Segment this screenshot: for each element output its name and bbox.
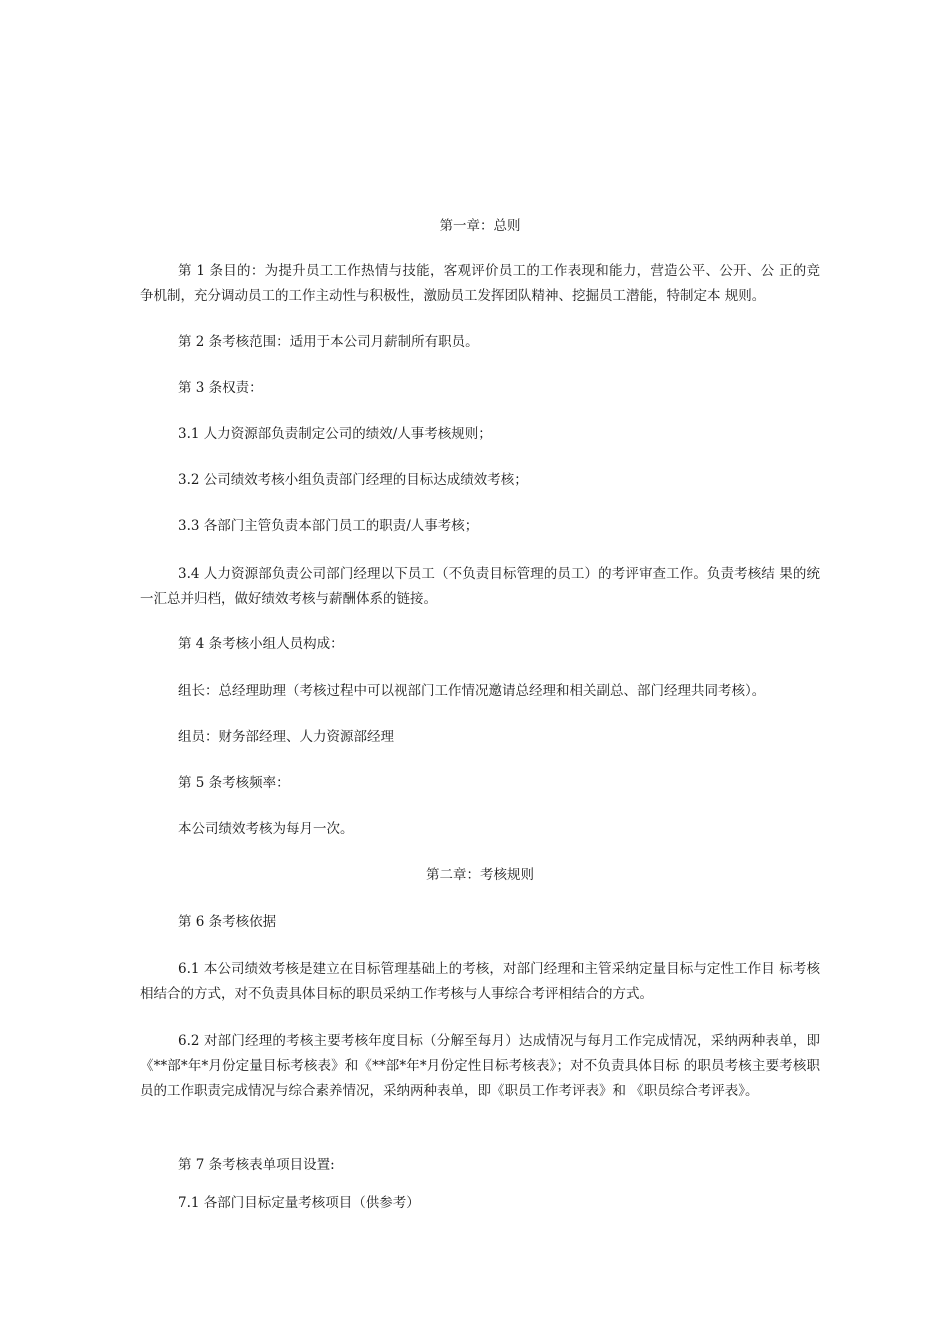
article-3-2: 3.2 公司绩效考核小组负责部门经理的目标达成绩效考核； bbox=[178, 472, 528, 488]
article-6-1: 6.1 本公司绩效考核是建立在目标管理基础上的考核，对部门经理和主管采纳定量目标与定性工作目 标考核相结合的方式，对不负责具体目标的职员采纳工作考核与人事综合考评相结合的方式。 bbox=[140, 961, 820, 1002]
article-6-basis: 第 6 条考核依据 bbox=[178, 914, 277, 930]
article-7-forms: 第 7 条考核表单项目设置: bbox=[178, 1157, 335, 1173]
article-4-members: 组员：财务部经理、人力资源部经理 bbox=[178, 729, 394, 745]
article-5-frequency: 第 5 条考核频率： bbox=[178, 775, 290, 791]
chapter-2-title: 第二章：考核规则 bbox=[426, 867, 534, 883]
article-7-1: 7.1 各部门目标定量考核项目（供参考） bbox=[178, 1195, 420, 1211]
article-4-team: 第 4 条考核小组人员构成： bbox=[178, 636, 344, 652]
article-6-2: 6.2 对部门经理的考核主要考核年度目标（分解至每月）达成情况与每月工作完成情况，采纳两种表单，即《**部*年*月份定量目标考核表》和《**部*年*月份定性目标考核表》；对不负责具体目标 的职员考核主要考核职员的工作职责完成情况与综合素养情况，采纳两种表单，即《职员工作考评表》和 《职员综合考评表》。 bbox=[140, 1033, 820, 1099]
article-3-4: 3.4 人力资源部负责公司部门经理以下员工（不负责目标管理的员工）的考评审查工作。负责考核结 果的统一汇总并归档，做好绩效考核与薪酬体系的链接。 bbox=[140, 566, 820, 607]
article-3-responsibilities: 第 3 条权责： bbox=[178, 380, 263, 396]
article-5-text: 本公司绩效考核为每月一次。 bbox=[178, 821, 354, 837]
chapter-1-title: 第一章：总则 bbox=[439, 218, 521, 234]
article-2-scope: 第 2 条考核范围：适用于本公司月薪制所有职员。 bbox=[178, 334, 479, 350]
article-3-1: 3.1 人力资源部负责制定公司的绩效/人事考核规则； bbox=[178, 426, 492, 442]
article-4-leader: 组长：总经理助理（考核过程中可以视部门工作情况邀请总经理和相关副总、部门经理共同考核）。 bbox=[178, 683, 766, 699]
article-3-3: 3.3 各部门主管负责本部门员工的职责/人事考核； bbox=[178, 518, 479, 534]
article-1-purpose: 第 1 条目的：为提升员工工作热情与技能，客观评价员工的工作表现和能力，营造公平、公开、公 正的竞争机制，充分调动员工的工作主动性与积极性，激励员工发挥团队精神、挖掘员工潜能，特制定本 规则。 bbox=[140, 263, 820, 304]
